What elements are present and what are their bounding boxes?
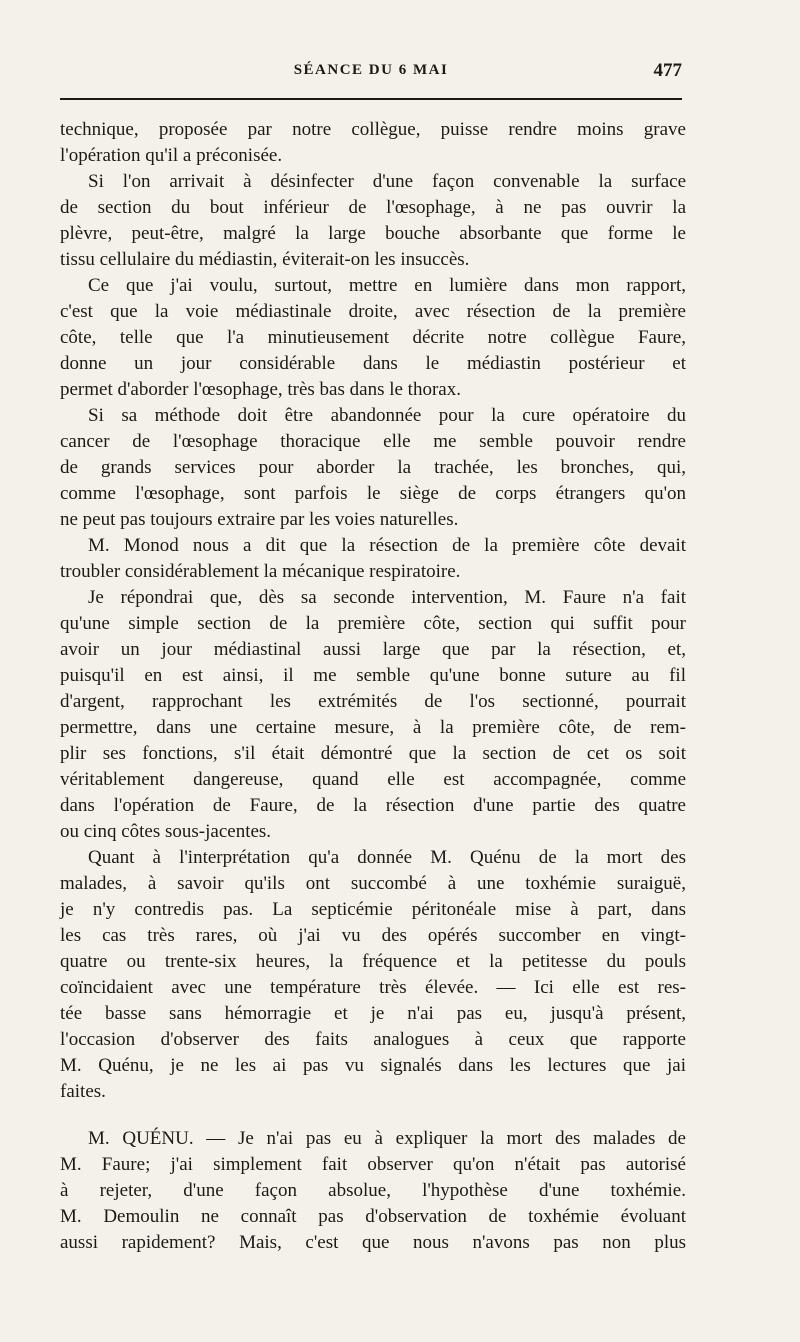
- text-line: M. Faure; j'ai simplement fait observer qu'on n'était pas autorisé: [60, 1154, 686, 1175]
- text-line: troubler considérablement la mécanique respiratoire.: [60, 561, 461, 582]
- text-line: qu'une simple section de la première côte, section qui suffit pour: [60, 613, 686, 634]
- text-line: Si l'on arrivait à désinfecter d'une façon convenable la surface: [88, 171, 686, 192]
- text-line: avoir un jour médiastinal aussi large que par la résection, et,: [60, 639, 686, 660]
- text-line: permet d'aborder l'œsophage, très bas dans le thorax.: [60, 379, 461, 400]
- text-line: Si sa méthode doit être abandonnée pour la cure opératoire du: [88, 405, 686, 426]
- text-line: Quant à l'interprétation qu'a donnée M. Quénu de la mort des: [88, 847, 686, 868]
- text-line: l'opération qu'il a préconisée.: [60, 145, 283, 166]
- text-line: comme l'œsophage, sont parfois le siège de corps étrangers qu'on: [60, 483, 686, 504]
- text-line: Ce que j'ai voulu, surtout, mettre en lumière dans mon rapport,: [88, 275, 686, 296]
- text-line: d'argent, rapprochant les extrémités de l'os sectionné, pourrait: [60, 691, 686, 712]
- text-line: tée basse sans hémorragie et je n'ai pas eu, jusqu'à présent,: [60, 1003, 686, 1024]
- text-line: Je répondrai que, dès sa seconde intervention, M. Faure n'a fait: [88, 587, 686, 608]
- text-line: les cas très rares, où j'ai vu des opérés succomber en vingt-: [60, 925, 686, 946]
- text-line: M. Monod nous a dit que la résection de la première côte devait: [88, 535, 686, 556]
- text-line: aussi rapidement? Mais, c'est que nous n'avons pas non plus: [60, 1232, 686, 1253]
- text-line: c'est que la voie médiastinale droite, avec résection de la première: [60, 301, 686, 322]
- text-line: coïncidaient avec une température très élevée. — Ici elle est res-: [60, 977, 686, 998]
- page-header: [60, 62, 682, 86]
- text-line: malades, à savoir qu'ils ont succombé à une toxhémie suraiguë,: [60, 873, 686, 894]
- text-line: de grands services pour aborder la trachée, les bronches, qui,: [60, 457, 686, 478]
- paragraph-gap: [60, 1105, 686, 1126]
- text-line: plèvre, peut-être, malgré la large bouche absorbante que forme le: [60, 223, 686, 244]
- text-line: puisqu'il en est ainsi, il me semble qu'une bonne suture au fil: [60, 665, 686, 686]
- text-line: je n'y contredis pas. La septicémie péritonéale mise à part, dans: [60, 899, 686, 920]
- text-line: quatre ou trente-six heures, la fréquence et la petitesse du pouls: [60, 951, 686, 972]
- text-line: M. Demoulin ne connaît pas d'observation de toxhémie évoluant: [60, 1206, 686, 1227]
- text-line: ou cinq côtes sous-jacentes.: [60, 821, 272, 842]
- text-line: dans l'opération de Faure, de la résection d'une partie des quatre: [60, 795, 686, 816]
- text-line: à rejeter, d'une façon absolue, l'hypothèse d'une toxhémie.: [60, 1180, 686, 1201]
- text-line: côte, telle que l'a minutieusement décrite notre collègue Faure,: [60, 327, 686, 348]
- text-line: M. QUÉNU. — Je n'ai pas eu à expliquer la mort des malades de: [88, 1128, 686, 1149]
- text-line: donne un jour considérable dans le médiastin postérieur et: [60, 353, 686, 374]
- text-line: cancer de l'œsophage thoracique elle me semble pouvoir rendre: [60, 431, 686, 452]
- body-text: [60, 117, 686, 1256]
- text-line: technique, proposée par notre collègue, puisse rendre moins grave: [60, 119, 686, 140]
- text-line: véritablement dangereuse, quand elle est accompagnée, comme: [60, 769, 686, 790]
- text-line: ne peut pas toujours extraire par les voies naturelles.: [60, 509, 459, 530]
- text-line: faites.: [60, 1081, 106, 1102]
- text-line: plir ses fonctions, s'il était démontré que la section de cet os soit: [60, 743, 686, 764]
- header-rule: [60, 98, 682, 100]
- running-head: SÉANCE DU 6 MAI: [293, 62, 449, 78]
- text-line: M. Quénu, je ne les ai pas vu signalés dans les lectures que jai: [60, 1055, 686, 1076]
- text-line: permettre, dans une certaine mesure, à la première côte, de rem-: [60, 717, 686, 738]
- page-number: 477: [653, 60, 682, 81]
- text-line: tissu cellulaire du médiastin, éviterait-on les insuccès.: [60, 249, 470, 270]
- text-line: l'occasion d'observer des faits analogues à ceux que rapporte: [60, 1029, 686, 1050]
- text-line: de section du bout inférieur de l'œsophage, à ne pas ouvrir la: [60, 197, 686, 218]
